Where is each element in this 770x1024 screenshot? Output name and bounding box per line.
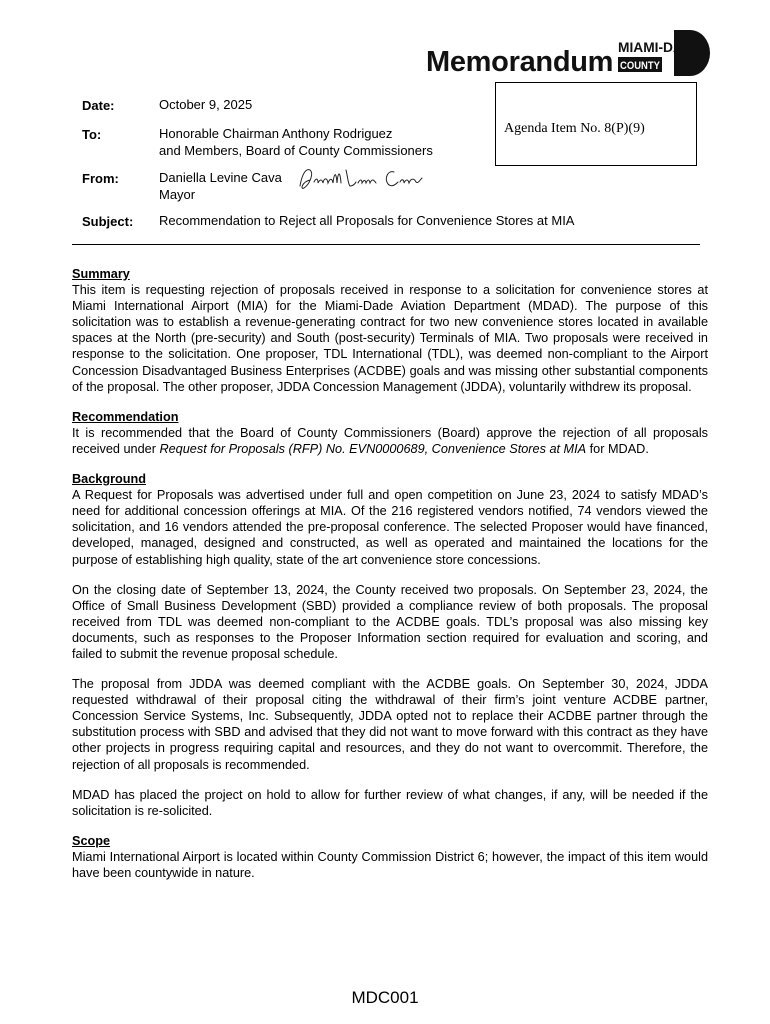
memo-title: Memorandum <box>426 46 614 78</box>
header-divider <box>72 244 700 245</box>
recommendation-text-before: It is recommended that the Board of County Commissioners (Board) approve the rejection of all proposals received under <box>72 425 708 456</box>
date-value: October 9, 2025 <box>159 97 253 112</box>
to-label: To: <box>82 127 102 142</box>
from-line1: Daniella Levine Cava <box>159 170 282 185</box>
from-value <box>159 169 282 203</box>
background-paragraph-1: A Request for Proposals was advertised under full and open competition on June 23, 2024 to satisfy MDAD’s need for additional concession offerings at MIA. Of the 216 registered vendors notified, 74 vendors viewed the solicitation, and 16 vendors attended the pre-proposal conference. The selected Proposer would have financed, developed, managed, designed and constructed, as well as operated and maintained the locations for the purpose of establishing high quality, state of the art convenience store concessions. <box>72 488 708 567</box>
recommendation-text-after: for MDAD. <box>586 441 649 456</box>
scope-heading: Scope <box>72 833 111 848</box>
subject-value: Recommendation to Reject all Proposals for Convenience Stores at MIA <box>159 213 575 228</box>
scope-text: Miami International Airport is located within County Commission District 6; however, the impact of this item would have been countywide in nature. <box>72 849 708 880</box>
background-paragraph-2: On the closing date of September 13, 2024, the County received two proposals. On September 23, 2024, the Office of Small Business Development (SBD) provided a compliance review of both proposals. The proposal received from TDL was deemed non-compliant to the ACDBE goals. TDL’s proposal was also missing key documents, such as responses to the Proposer Information section required for evaluation and scoring, and failed to submit the revenue proposal schedule. <box>72 582 708 661</box>
summary-text: This item is requesting rejection of proposals received in response to a solicitation for convenience stores at Miami International Airport (MIA) for the Miami-Dade Aviation Department (MDAD). The purpose of this solicitation was to establish a revenue-generating contract for two new convenience stores located in available spaces at the North (pre-security) and South (post-security) Terminals of MIA. Two proposals were received in response to the solicitation. One proposer, TDL International (TDL), was deemed non-compliant to the Airport Concession Disadvantaged Business Enterprises (ACDBE) goals and was missing other substantial components of the proposal. The other proposer, JDDA Concession Management (JDDA), voluntarily withdrew its proposal. <box>72 283 708 394</box>
miami-dade-county-logo <box>616 30 710 76</box>
from-label: From: <box>82 171 119 186</box>
logo-line1: MIAMI-DADE <box>618 39 702 55</box>
background-heading: Background <box>72 472 147 487</box>
logo-line2: COUNTY <box>620 60 661 72</box>
page-code: MDC001 <box>351 988 419 1007</box>
recommendation-heading: Recommendation <box>72 409 179 424</box>
agenda-item-number: Agenda Item No. 8(P)(9) <box>504 121 645 136</box>
summary-heading: Summary <box>72 267 130 281</box>
rfp-title: Request for Proposals (RFP) No. EVN0000689, Convenience Stores at MIA <box>159 441 587 456</box>
background-paragraph-3: The proposal from JDDA was deemed compliant with the ACDBE goals. On September 30, 2024, JDDA requested withdrawal of their proposal citing the withdrawal of their firm’s joint venture ACDBE partner, Concession Service Systems, Inc. Subsequently, JDDA opted not to replace their ACDBE partner through the substitution process with SBD and advised that they did not want to move forward with this contract as they have other projects in progress requiring capital and resources, and they do not want to overcommit. Therefore, the rejection of all proposals is recommended. <box>72 677 708 772</box>
to-value <box>159 125 433 159</box>
agenda-item-box <box>495 82 697 166</box>
to-line1: Honorable Chairman Anthony Rodriguez <box>159 126 393 141</box>
subject-label: Subject: <box>82 214 134 229</box>
handwritten-signature <box>296 164 424 194</box>
background-paragraph-4: MDAD has placed the project on hold to allow for further review of what changes, if any, will be needed if the solicitation is re-solicited. <box>72 787 708 818</box>
from-line2: Mayor <box>159 187 196 202</box>
memo-body <box>72 266 708 881</box>
recommendation-text <box>72 425 708 457</box>
date-label: Date: <box>82 98 115 113</box>
to-line2: and Members, Board of County Commissioners <box>159 143 433 158</box>
